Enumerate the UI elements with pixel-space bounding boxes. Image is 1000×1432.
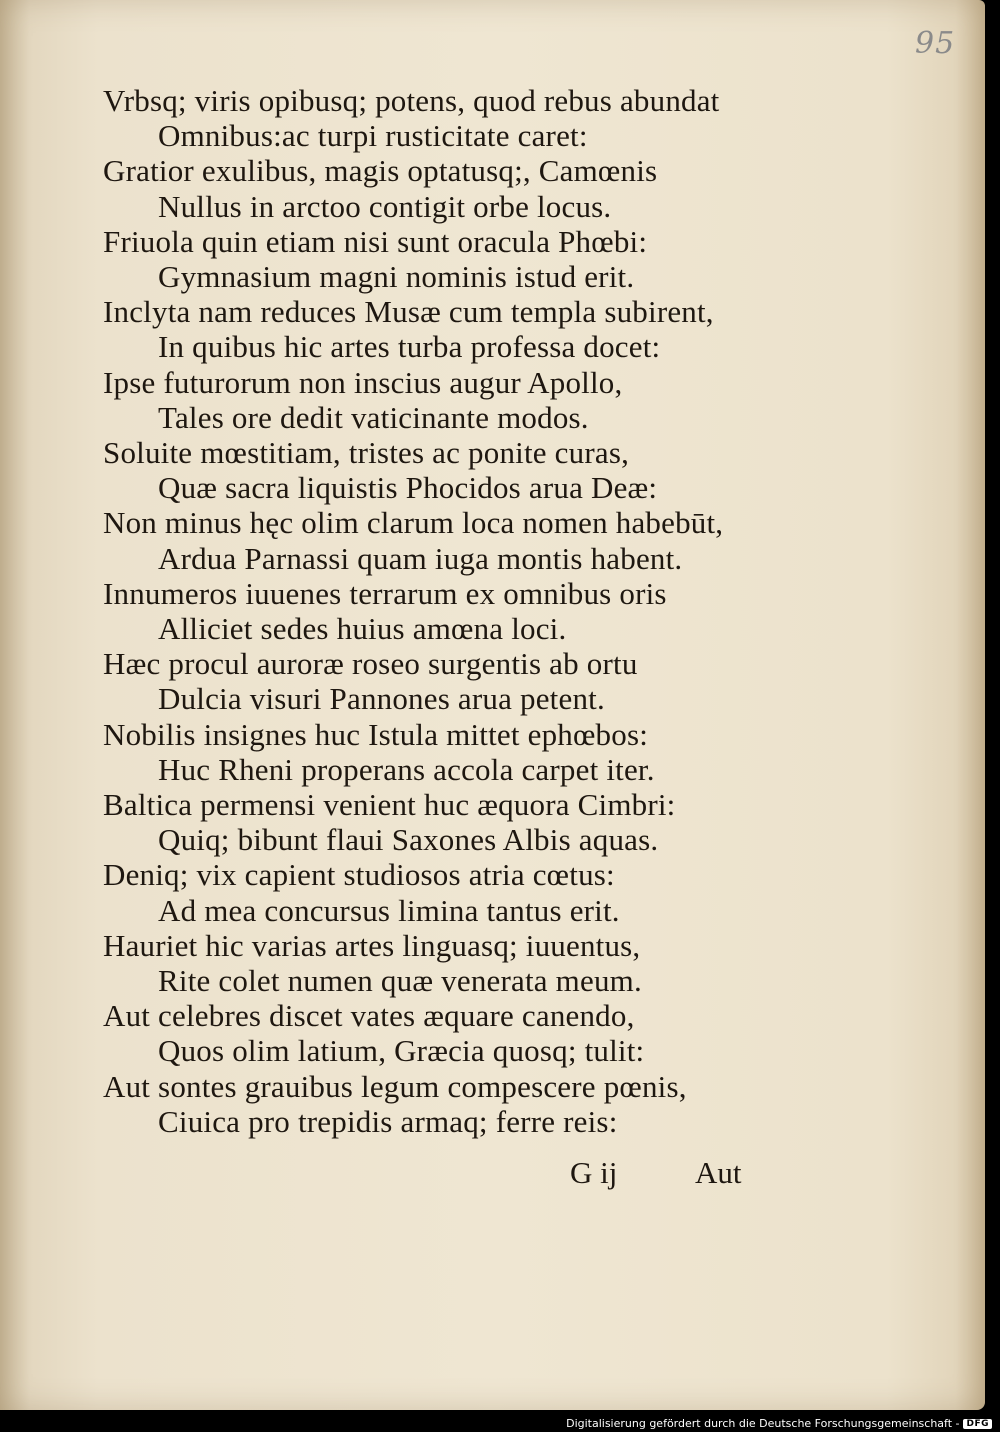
verse-line: Ciuica pro trepidis armaq; ferre reis: [158,1103,618,1139]
verse-line: Deniq; vix capient studiosos atria cœtus: [103,857,615,893]
signature-mark: G ij [570,1155,618,1190]
catchword: Aut [695,1155,742,1190]
verse-line: Ardua Parnassi quam iuga montis habent. [158,540,683,576]
verse-line: Hæc procul auroræ roseo surgentis ab ortu [103,646,638,682]
verse-line: In quibus hic artes turba professa docet: [158,329,661,365]
credit-text: Digitalisierung gefördert durch die Deutsche Forschungsgemeinschaft - [566,1417,960,1430]
verse-line: Vrbsq; viris opibusq; potens, quod rebus abundat [103,83,720,118]
verse-line: Friuola quin etiam nisi sunt oracula Phœbi: [103,223,648,259]
verse-line: Soluite mœstitiam, tristes ac ponite curas, [103,435,630,470]
verse-line: Gymnasium magni nominis istud erit. [158,259,635,294]
verse-line: Ipse futurorum non inscius augur Apollo, [103,364,623,400]
verse-line: Ad mea concursus limina tantus erit. [158,892,620,928]
verse-line: Alliciet sedes huius amœna loci. [158,611,567,646]
verse-line: Innumeros iuuenes terrarum ex omnibus oris [103,575,667,611]
verse-line: Omnibus:ac turpi rusticitate caret: [158,118,588,154]
dfg-logo: DFG [963,1419,992,1429]
verse-line: Quiq; bibunt flaui Saxones Albis aquas. [158,822,659,858]
verse-line: Nullus in arctoo contigit orbe locus. [158,188,612,224]
verse-line: Inclyta nam reduces Musæ cum templa subirent, [103,294,714,330]
verse-line: Nobilis insignes huc Istula mittet ephœbos: [103,716,649,752]
verse-line: Baltica permensi venient huc æquora Cimbri: [103,787,676,822]
verse-line: Quos olim latium, Græcia quosq; tulit: [158,1033,645,1069]
verse-line: Aut sontes grauibus legum compescere pœnis, [103,1068,687,1104]
verse-line: Hauriet hic varias artes linguasq; iuuentus, [103,927,641,963]
verse-line: Huc Rheni properans accola carpet iter. [158,751,655,787]
verse-line: Quæ sacra liquistis Phocidos arua Deæ: [158,470,658,506]
folio-number: 95 [915,26,956,61]
verse-line: Non minus hęc olim clarum loca nomen habebūt, [103,505,724,541]
verse-line: Rite colet numen quæ venerata meum. [158,963,642,998]
digitization-credit [566,1417,992,1430]
verse-line: Aut celebres discet vates æquare canendo, [103,998,635,1034]
verse-line: Dulcia visuri Pannones arua petent. [158,681,605,717]
verse-line: Tales ore dedit vaticinante modos. [158,399,589,435]
verse-line: Gratior exulibus, magis optatusq;, Camœnis [103,153,658,189]
